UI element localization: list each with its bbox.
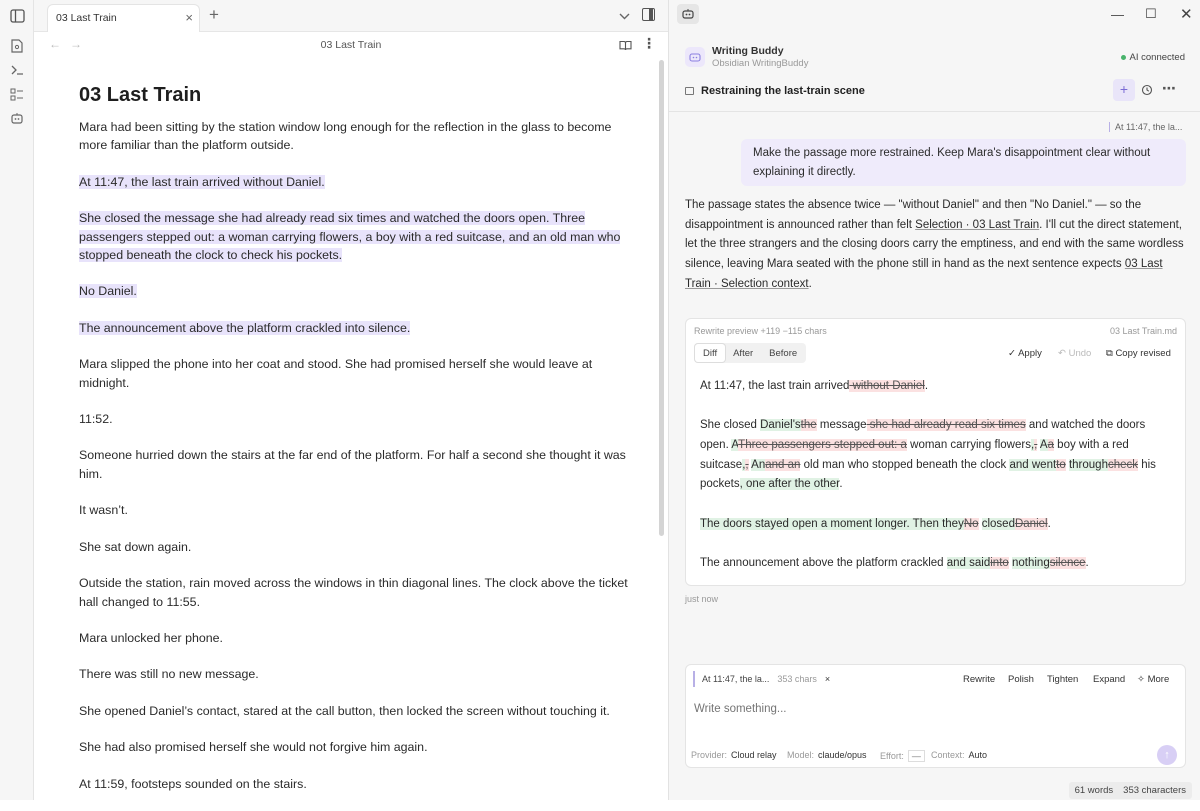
apply-button[interactable]: ✓ Apply bbox=[1008, 348, 1042, 359]
paragraph-text: Mara slipped the phone into her coat and stood. She had promised herself she would leave at midnight. bbox=[79, 357, 593, 390]
chat-title-row bbox=[685, 80, 1185, 103]
selected-text: At 11:47, the last train arrived without Daniel. bbox=[79, 174, 325, 189]
forward-arrow-icon[interactable]: → bbox=[70, 37, 82, 51]
window-titlebar bbox=[669, 0, 1200, 30]
context-select[interactable]: Context: Auto bbox=[931, 750, 988, 760]
more-actions-button[interactable]: ✧ More bbox=[1137, 674, 1170, 685]
paragraph bbox=[79, 209, 629, 264]
view-mode-switch bbox=[694, 343, 806, 363]
diff-paragraph: The doors stayed open a moment longer. Then theyNo closedDaniel. bbox=[700, 517, 1051, 530]
assistant-pane bbox=[668, 0, 1200, 800]
chat-title[interactable]: Restraining the last-train scene bbox=[701, 85, 865, 97]
preview-file: 03 Last Train.md bbox=[1109, 326, 1177, 336]
paragraph-text: It wasn’t. bbox=[79, 503, 128, 518]
paragraph bbox=[79, 319, 629, 337]
paragraph bbox=[79, 355, 629, 392]
paragraph-text: Mara unlocked her phone. bbox=[79, 630, 223, 645]
remove-selection-icon[interactable]: × bbox=[824, 674, 831, 684]
paragraph-text: She sat down again. bbox=[79, 539, 192, 554]
provider-select[interactable]: Provider: Cloud relay bbox=[691, 750, 777, 760]
sparkle-icon: ✧ bbox=[1137, 674, 1148, 685]
selected-text: The announcement above the platform crackled into silence. bbox=[79, 320, 411, 335]
composer bbox=[685, 664, 1186, 768]
tab-diff[interactable]: Diff bbox=[695, 344, 725, 362]
editor-scrollbar[interactable] bbox=[659, 60, 664, 536]
diff-paragraph: At 11:47, the last train arrived without Daniel. bbox=[700, 380, 929, 392]
reply-text: . I'll cut the direct statement, let the three strangers and the closing doors carry the emptiness, and end with the same wordless silence, leaving Mara seated with the phone still in hand as the next sentence expects bbox=[685, 218, 1184, 271]
selection-count: 353 chars bbox=[777, 674, 817, 684]
selection-chip bbox=[693, 671, 830, 687]
assistant-reply bbox=[685, 196, 1185, 295]
paragraph-text: Outside the station, rain moved across the windows in thin diagonal lines. The clock above the ticket hall changed to 11:55. bbox=[79, 576, 628, 609]
character-count: 353 characters bbox=[1123, 785, 1186, 796]
check-icon: ✓ bbox=[1008, 348, 1019, 359]
new-chat-button[interactable]: + bbox=[1113, 79, 1135, 101]
copy-icon: ⧉ bbox=[1106, 348, 1116, 359]
paragraph-text: She opened Daniel’s contact, stared at the call button, then locked the screen without touching it. bbox=[79, 703, 610, 718]
status-bar bbox=[1069, 782, 1192, 799]
document-title: 03 Last Train bbox=[79, 84, 202, 106]
message-input[interactable] bbox=[694, 703, 1154, 715]
back-arrow-icon[interactable]: ← bbox=[49, 37, 61, 51]
paragraph-text: Mara had been sitting by the station window long enough for the reflection in the glass to become more familiar than the platform outside. bbox=[79, 120, 612, 153]
nav-bar bbox=[34, 32, 668, 58]
paragraph bbox=[79, 173, 629, 191]
undo-button[interactable]: ↶ Undo bbox=[1058, 348, 1092, 359]
reply-text: The passage states the absence twice — "without Daniel" and then "No Daniel." — so the disappointment is announced rather than felt bbox=[685, 199, 1142, 231]
paragraph bbox=[79, 665, 629, 683]
maximize-icon[interactable]: ☐ bbox=[1145, 6, 1157, 21]
paragraph bbox=[79, 738, 629, 756]
diff-paragraph: The announcement above the platform crackled and saidinto nothingsilence. bbox=[700, 557, 1089, 569]
tab-03-last-train[interactable] bbox=[47, 4, 200, 32]
assistant-view-button[interactable] bbox=[677, 4, 699, 24]
polish-button[interactable]: Polish bbox=[1008, 674, 1034, 685]
preview-label: Rewrite preview +119 −115 chars bbox=[694, 326, 827, 336]
paragraph-text: There was still no new message. bbox=[79, 667, 259, 682]
diff-view bbox=[700, 377, 1175, 593]
paragraph bbox=[79, 775, 629, 793]
selected-text: She closed the message she had already read six times and watched the doors open. Three passengers stepped out: a woman carrying flowers, a boy with a red suitcase, and an old man who stopped beneath the clock to check his pockets. bbox=[79, 211, 621, 263]
rewrite-button[interactable]: Rewrite bbox=[963, 674, 996, 685]
more-options-icon[interactable]: ⋮ bbox=[642, 35, 656, 51]
assistant-avatar bbox=[685, 47, 705, 67]
file-icon[interactable] bbox=[9, 38, 25, 54]
close-icon[interactable]: × bbox=[185, 10, 193, 25]
split-view-icon[interactable] bbox=[642, 8, 655, 21]
new-tab-icon[interactable]: + bbox=[209, 5, 219, 24]
tab-title: 03 Last Train bbox=[56, 12, 117, 24]
status-text: AI connected bbox=[1129, 52, 1185, 63]
paragraph bbox=[79, 574, 629, 611]
paragraph bbox=[79, 629, 629, 647]
chat-icon bbox=[685, 87, 694, 95]
chevron-down-icon[interactable] bbox=[619, 7, 630, 25]
editor-pane bbox=[34, 0, 668, 800]
more-options-icon[interactable]: ⋯ bbox=[1162, 80, 1176, 96]
send-button[interactable]: ↑ bbox=[1157, 745, 1177, 765]
paragraph bbox=[79, 501, 629, 519]
close-window-icon[interactable]: ✕ bbox=[1180, 6, 1193, 23]
assistant-header bbox=[685, 45, 1185, 71]
document-body[interactable] bbox=[79, 84, 629, 811]
message-timestamp: just now bbox=[685, 594, 719, 604]
paragraph-text: Someone hurried down the stairs at the far end of the platform. For half a second she thought it was him. bbox=[79, 448, 626, 481]
message-context-tag: At 11:47, the la... bbox=[1109, 122, 1189, 132]
paragraph bbox=[79, 702, 629, 720]
paragraph bbox=[79, 118, 629, 155]
minimize-icon[interactable]: — bbox=[1111, 7, 1124, 22]
paragraph-text: She had also promised herself she would not forgive him again. bbox=[79, 740, 428, 755]
list-icon[interactable] bbox=[9, 86, 25, 102]
effort-select[interactable]: Effort: — bbox=[880, 750, 925, 762]
undo-icon: ↶ bbox=[1058, 348, 1069, 359]
connection-status bbox=[1121, 52, 1185, 63]
expand-button[interactable]: Expand bbox=[1093, 674, 1126, 685]
bot-icon bbox=[689, 52, 701, 62]
selection-text: At 11:47, the la... bbox=[702, 674, 770, 684]
rewrite-preview-card bbox=[685, 318, 1186, 586]
tab-before[interactable]: Before bbox=[769, 348, 798, 359]
tab-after[interactable]: After bbox=[733, 348, 754, 359]
context-reference-link[interactable]: 03 Last Train · Selection context bbox=[685, 258, 1163, 290]
history-icon[interactable] bbox=[1141, 83, 1153, 101]
divider bbox=[669, 111, 1200, 112]
assistant-subtitle: Obsidian WritingBuddy bbox=[712, 58, 809, 69]
note-title-header: 03 Last Train bbox=[320, 39, 382, 51]
paragraph bbox=[79, 410, 629, 428]
assistant-name: Writing Buddy bbox=[712, 45, 784, 57]
tab-bar bbox=[34, 0, 668, 32]
terminal-icon[interactable] bbox=[9, 62, 25, 78]
copy-revised-button[interactable]: ⧉ Copy revised bbox=[1106, 348, 1171, 359]
tighten-button[interactable]: Tighten bbox=[1047, 674, 1079, 685]
status-dot-icon bbox=[1121, 55, 1126, 60]
model-select[interactable]: Model: claude/opus bbox=[787, 750, 867, 760]
bot-icon bbox=[681, 8, 695, 20]
word-count: 61 words bbox=[1074, 785, 1114, 796]
reply-text: . bbox=[808, 277, 812, 290]
user-message: Make the passage more restrained. Keep Mara's disappointment clear without explaining it directly. bbox=[741, 139, 1186, 186]
bot-icon[interactable] bbox=[9, 110, 25, 126]
paragraph-list bbox=[79, 118, 629, 793]
diff-paragraph: She closed Daniel'sthe message she had already read six times and watched the doors open. AThree passengers stepped out: a woman carrying flowers,, Aa boy with a red suitcase,, Anand an old man who stopped beneath the clock and wentto throughcheck his pockets, one after the other. bbox=[700, 419, 1156, 491]
reading-view-icon[interactable] bbox=[619, 38, 632, 56]
selection-reference-link[interactable]: Selection · 03 Last Train bbox=[915, 218, 1040, 231]
paragraph-text: 11:52. bbox=[79, 412, 113, 427]
paragraph bbox=[79, 538, 629, 556]
paragraph bbox=[79, 446, 629, 483]
paragraph bbox=[79, 282, 629, 300]
paragraph-text: At 11:59, footsteps sounded on the stairs. bbox=[79, 776, 307, 791]
left-ribbon bbox=[0, 0, 34, 800]
sidebar-toggle-icon[interactable] bbox=[9, 8, 25, 24]
selected-text: No Daniel. bbox=[79, 284, 137, 299]
